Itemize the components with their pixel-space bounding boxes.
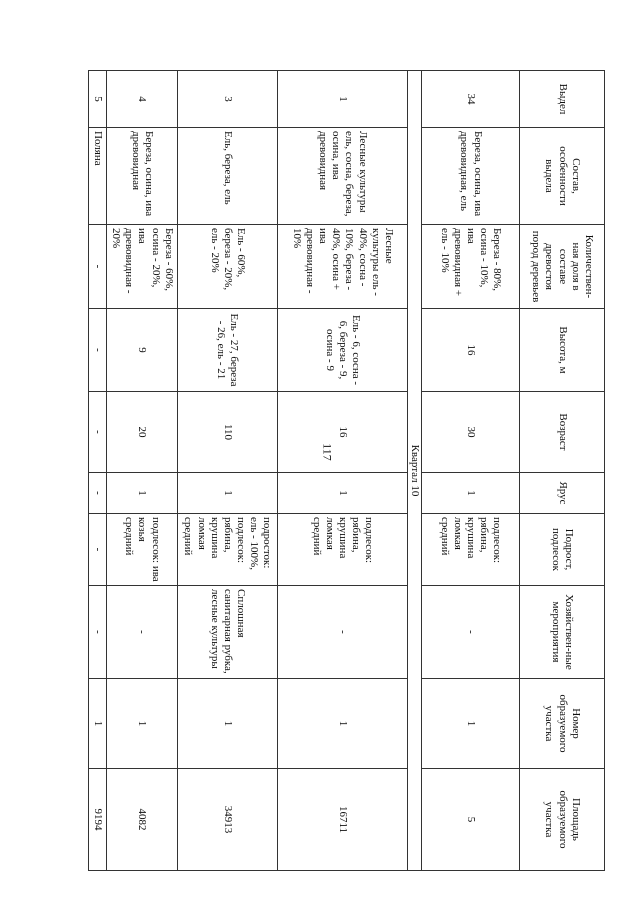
cell-meropriyatiya: Сплошная санитарная рубка, лесные культуры (177, 586, 277, 679)
header-dolya: Количествен-ная доля в составе древостоя пород деревьев (520, 225, 605, 309)
cell-meropriyatiya: - (88, 586, 106, 679)
header-vydel: Выдел (520, 71, 605, 128)
cell-dolya: Береза - 80%, осина - 10%, ива древовидная + ель - 10% (422, 225, 520, 309)
cell-meropriyatiya: - (277, 586, 407, 679)
cell-meropriyatiya: - (422, 586, 520, 679)
cell-sostav: Лесные культуры ель, сосна, береза, осина, ива древовидная (277, 128, 407, 225)
cell-vozrast: 110 (177, 392, 277, 473)
header-ploshchad: Площадь образуемого участка (520, 769, 605, 871)
cell-ploshchad: 16711 (277, 769, 407, 871)
cell-vozrast: - (88, 392, 106, 473)
cell-sostav: Береза, осина, ива древовидная (106, 128, 177, 225)
cell-yarus: 1 (422, 473, 520, 514)
cell-nomer: 1 (277, 679, 407, 769)
cell-vozrast: 20 (106, 392, 177, 473)
cell-vydel: 5 (88, 71, 106, 128)
cell-yarus: 1 (277, 473, 407, 514)
cell-dolya: Береза - 60%, осина - 20%, ива древовидная - 20% (106, 225, 177, 309)
cell-vydel: 4 (106, 71, 177, 128)
table-row (106, 71, 177, 871)
cell-sostav: Ель, береза, ель (177, 128, 277, 225)
cell-dolya: Лесные культуры ель - 40%, сосна - 10%, береза - 40%, осина + ива древовидная - 10% (277, 225, 407, 309)
header-row (520, 71, 605, 871)
cell-nomer: 1 (106, 679, 177, 769)
cell-podrost: подлесок: рябина, крушина ломкая средний (277, 514, 407, 586)
forest-plot-table (88, 70, 605, 871)
quarter-label: Квартал 10 (407, 71, 421, 871)
header-sostav: Состав, особенности выдела (520, 128, 605, 225)
header-meropriyatiya: Хозяйствен-ные мероприятия (520, 586, 605, 679)
cell-yarus: - (88, 473, 106, 514)
cell-dolya: Ель - 60%, береза - 20%, ель - 20% (177, 225, 277, 309)
cell-podrost: подросток: ель - 100%, подлесок: рябина, крушина ломкая средний (177, 514, 277, 586)
cell-nomer: 1 (422, 679, 520, 769)
table-row (177, 71, 277, 871)
header-yarus: Ярус (520, 473, 605, 514)
cell-nomer: 1 (88, 679, 106, 769)
cell-vozrast: 16 (277, 392, 407, 473)
cell-vysota: Ель - 6, сосна - 6, береза - 9, осина - 9 (277, 309, 407, 392)
cell-vydel: 34 (422, 71, 520, 128)
cell-yarus: 1 (106, 473, 177, 514)
cell-podrost: подлесок: рябина, крушина ломкая средний (422, 514, 520, 586)
header-podrost: Подрост, подлесок (520, 514, 605, 586)
cell-sostav: Береза, осина, ива древовидная, ель (422, 128, 520, 225)
table-row (88, 71, 106, 871)
cell-yarus: 1 (177, 473, 277, 514)
forest-table-container (91, 70, 605, 870)
cell-vysota: 9 (106, 309, 177, 392)
header-vysota: Высота, м (520, 309, 605, 392)
cell-vysota: Ель - 27, береза - 26, ель - 21 (177, 309, 277, 392)
cell-sostav: Поляна (88, 128, 106, 225)
cell-vozrast: 30 (422, 392, 520, 473)
cell-ploshchad: 4082 (106, 769, 177, 871)
cell-vysota: 16 (422, 309, 520, 392)
cell-ploshchad: 34913 (177, 769, 277, 871)
quarter-row (407, 71, 421, 871)
header-nomer: Номер образуемого участка (520, 679, 605, 769)
table-row (277, 71, 407, 871)
cell-ploshchad: 9194 (88, 769, 106, 871)
cell-vydel: 1 (277, 71, 407, 128)
cell-meropriyatiya: - (106, 586, 177, 679)
cell-ploshchad: 5 (422, 769, 520, 871)
cell-podrost: - (88, 514, 106, 586)
table-row (422, 71, 520, 871)
cell-podrost: подлесок: ива козья средний (106, 514, 177, 586)
cell-vydel: 3 (177, 71, 277, 128)
page-number: 117 (320, 443, 335, 461)
cell-dolya: - (88, 225, 106, 309)
header-vozrast: Возраст (520, 392, 605, 473)
cell-nomer: 1 (177, 679, 277, 769)
cell-vysota: - (88, 309, 106, 392)
